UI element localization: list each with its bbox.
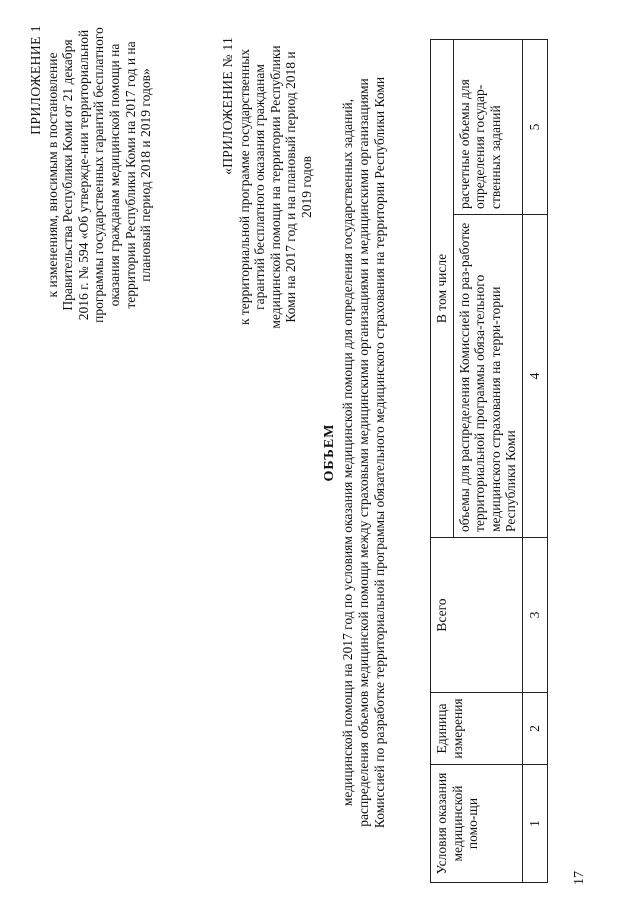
- header-commission-volumes: объемы для распределения Комиссией по раз-работке территориальной программы обяза-тельного медицинского страхования на терри-тории Республики Коми: [453, 215, 522, 538]
- column-number: 1: [522, 765, 547, 883]
- volume-table: [430, 39, 548, 883]
- header-conditions: Условия оказания медицинской помо-щи: [431, 765, 523, 883]
- appendix-1-heading: ПРИЛОЖЕНИЕ 1: [28, 25, 43, 135]
- column-number: 4: [522, 215, 547, 538]
- table-header-row: [431, 40, 454, 883]
- header-total: Всего: [431, 538, 523, 693]
- page-number: 17: [572, 871, 587, 885]
- column-number: 3: [522, 538, 547, 693]
- appendix-1-block: [28, 25, 154, 325]
- header-including: В том числе: [431, 40, 454, 538]
- column-number: 2: [522, 693, 547, 765]
- column-number: 5: [522, 40, 547, 215]
- header-state-task-volumes: расчетные объемы для определения государ-ственных заданий: [453, 40, 522, 215]
- table-column-number-row: [522, 40, 547, 883]
- header-unit: Единица измерения: [431, 693, 523, 765]
- appendix-11-block: [220, 37, 315, 337]
- appendix-1-text: к изменениям, вносимым в постановление Правительства Республики Коми от 21 декабря 2016 г. № 594 «Об утвержде-нии территориальной программы государственных гарантий бесплатного оказания гражданам медицинской помощи на территории Республики Коми на 2017 год и на плановый период 2018 и 2019 годов»: [44, 27, 154, 323]
- document-subtitle: медицинской помощи на 2017 год по условиям оказания медицинской помощи для определения государственных заданий, распределения объемов медицинской помощи между страховыми медицинскими организациями и медицинскими организациями Комиссией по разработке территориальной программы обязательного медицинского страхования на территории Республики Коми: [340, 76, 387, 829]
- document-title: ОБЪЕМ: [322, 423, 337, 482]
- appendix-11-text: к территориальной программе государственных гарантий бесплатного оказания гражданам медицинской помощи на территории Республики Коми на 2017 год и на плановый период 2018 и 2019 годов: [236, 45, 314, 329]
- appendix-11-heading: «ПРИЛОЖЕНИЕ № 11: [220, 37, 235, 175]
